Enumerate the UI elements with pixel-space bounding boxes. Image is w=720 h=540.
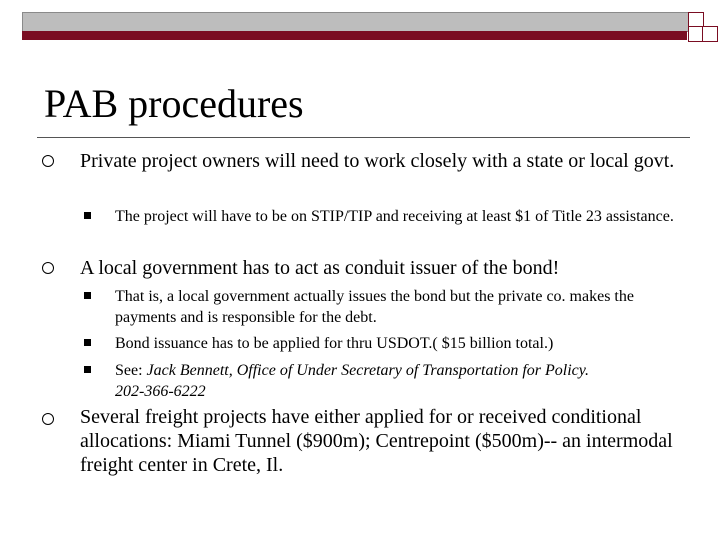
contact-phone: 202-366-6222: [115, 383, 206, 400]
contact-prefix: See:: [115, 362, 147, 379]
header-accent-band: [22, 31, 687, 40]
bullet-text: Private project owners will need to work closely with a state or local govt.: [80, 150, 675, 172]
corner-square-bottom-right: [702, 26, 718, 42]
header-band: [22, 12, 689, 32]
contact-name: Jack Bennett, Office of Under Secretary of Transportation for Policy.: [146, 362, 589, 379]
square-bullet-icon: [84, 366, 91, 373]
sub-bullet-text: That is, a local government actually issues the bond but the private co. makes the payments and is responsible for the debt.: [115, 288, 634, 326]
sub-bullet-text: The project will have to be on STIP/TIP and receiving at least $1 of Title 23 assistance.: [115, 208, 674, 225]
square-bullet-icon: [84, 292, 91, 299]
bullet-text: Several freight projects have either applied for or received conditional allocations: Miami Tunnel ($900m); Centrepoint ($500m)-- an intermodal freight center in Crete, Il.: [80, 406, 673, 476]
hollow-circle-bullet-icon: [42, 413, 54, 425]
sub-bullet-text: Bond issuance has to be applied for thru USDOT.( $15 billion total.): [115, 335, 554, 352]
title-divider: [37, 137, 690, 138]
square-bullet-icon: [84, 212, 91, 219]
slide-title: PAB procedures: [44, 81, 304, 126]
square-bullet-icon: [84, 339, 91, 346]
hollow-circle-bullet-icon: [42, 262, 54, 274]
sub-bullet-contact: [115, 360, 690, 402]
bullet-text: A local government has to act as conduit issuer of the bond!: [80, 257, 560, 279]
hollow-circle-bullet-icon: [42, 155, 54, 167]
